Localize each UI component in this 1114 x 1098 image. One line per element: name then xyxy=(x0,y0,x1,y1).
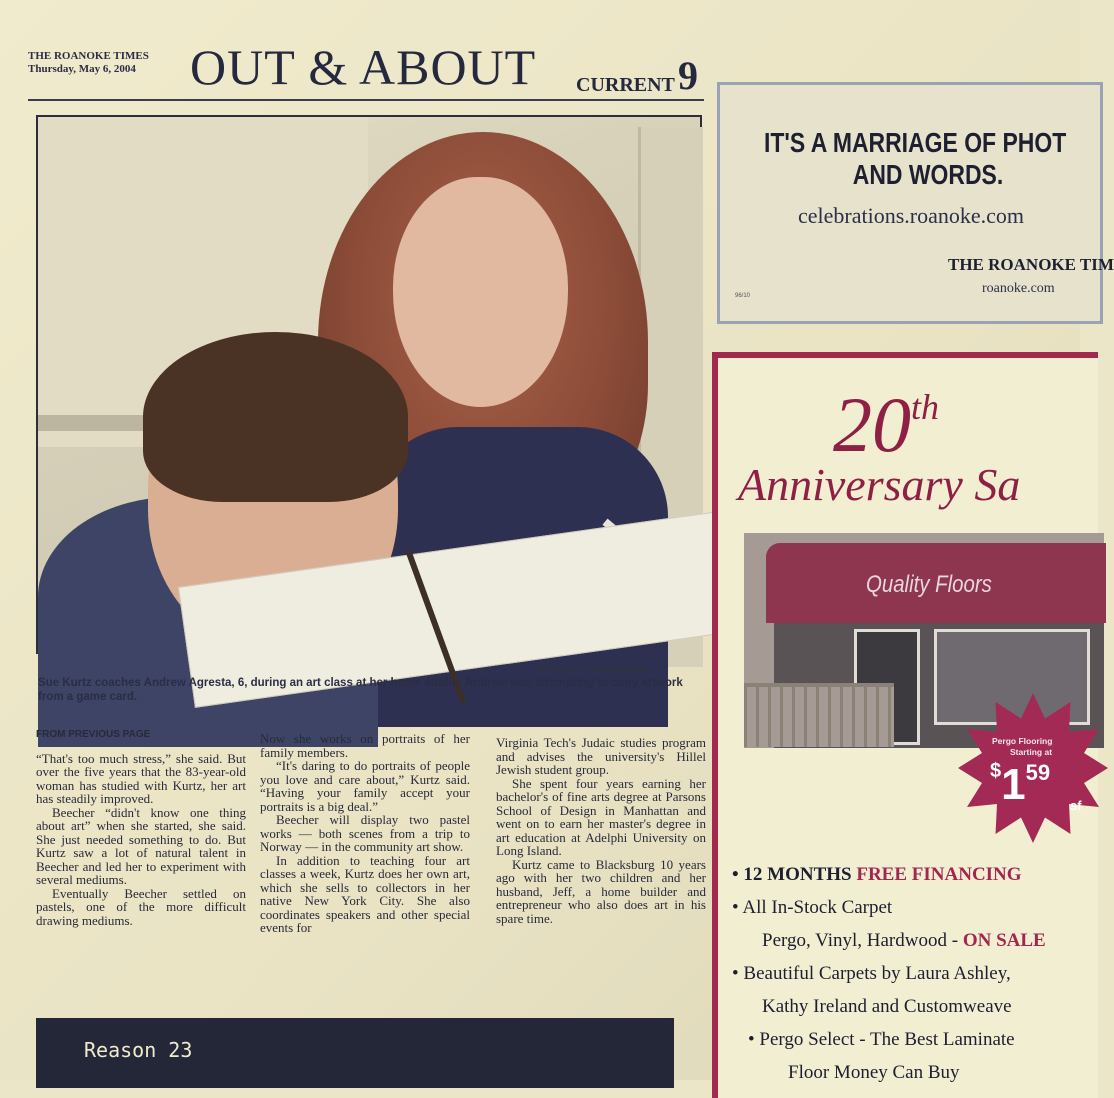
list-item: Kathy Ireland and Customweave xyxy=(762,996,1012,1017)
article-column-2 xyxy=(260,732,470,935)
promo-text: Reason 23 xyxy=(84,1038,193,1062)
ad-feature-list xyxy=(732,858,1112,1089)
ad-headline xyxy=(764,127,1067,191)
ad-headline-line-2: AND WORDS. xyxy=(852,159,1004,190)
article-paragraph: Beecher will display two pastel works — both scenes from a trip to Norway — in the community art show. xyxy=(260,812,470,854)
ad-brand-url: roanoke.com xyxy=(982,281,1055,296)
article-paragraph: She spent four years earning her bachelor's of fine arts degree at Parsons School of Design in Manhattan and went on to earn her master's degree in art education at Adelphi University on Long Island. xyxy=(496,775,706,858)
ad-url: celebrations.roanoke.com xyxy=(798,203,1025,228)
list-item-text: • 12 MONTHS xyxy=(732,864,857,885)
list-item: • Beautiful Carpets by Laura Ashley, xyxy=(732,963,1011,984)
article-paragraph: Eventually Beecher settled on pastels, one of the more difficult drawing mediums. xyxy=(36,885,246,928)
list-item xyxy=(732,858,1112,891)
article-paragraph: Virginia Tech's Judaic studies program and advises the university's Hillel Jewish student group. xyxy=(496,735,706,777)
article-paragraph: “It's daring to do portraits of people you love and care about,” Kurtz said. “Having your family accept your portraits is a big deal.” xyxy=(260,758,470,814)
anniversary-number xyxy=(833,380,939,470)
price-whole: 1 xyxy=(1001,760,1026,809)
burst-line-2: Starting at xyxy=(1010,747,1053,757)
list-item: • Pergo Select - The Best Laminate xyxy=(748,1029,1015,1050)
list-item-highlight: ON SALE xyxy=(962,930,1046,951)
anniversary-script: Anniversary Sa xyxy=(738,459,1021,510)
anniversary-number-suffix: th xyxy=(911,387,940,427)
article-paragraph: In addition to teaching four art classes a week, Kurtz does her own art, which she sells to collectors in her native New York City. She also coordinates speakers and other special events for xyxy=(260,852,470,935)
page-number: 9 xyxy=(678,53,698,98)
section-title: OUT & ABOUT xyxy=(190,39,537,95)
header-rule xyxy=(28,99,704,101)
price-unit: sf xyxy=(1070,798,1082,813)
publication-masthead xyxy=(28,50,149,76)
list-item: • All In-Stock Carpet xyxy=(732,897,893,918)
publication-date: Thursday, May 6, 2004 xyxy=(28,63,136,75)
ad-headline-line-1: IT'S A MARRIAGE OF PHOT xyxy=(764,127,1067,158)
ad-code: 96/10 xyxy=(735,293,751,299)
photo-boy-hair xyxy=(143,332,408,502)
store-sign: Quality Floors xyxy=(866,571,992,598)
photo-caption: Sue Kurtz coaches Andrew Agresta, 6, during an art class at her home studio. Andrew was attempting to copy artwork from a game card. xyxy=(38,677,683,703)
price-cents: 59 xyxy=(1025,760,1051,785)
photo-credit: MATT GENTRY | The Roanoke Times xyxy=(534,667,652,674)
list-item xyxy=(732,924,1112,957)
article-paragraph: Now she works on portraits of her family members. xyxy=(260,731,470,760)
price-dollar: $ xyxy=(990,760,1002,782)
article-column-1 xyxy=(36,728,246,927)
article-paragraph: Beecher “didn't know one thing about art” when she started, she said. She just needed something to do. But Kurtz saw a lot of natural talent in Beecher and led her to experiment with several mediums. xyxy=(36,804,246,887)
photo-woman-face xyxy=(393,177,568,407)
article-paragraph: “That's too much stress,” she said. But over the five years that the 83-year-old woman has studied with Kurtz, her art has steadily improved. xyxy=(36,750,246,806)
burst-line-1: Pergo Flooring xyxy=(992,736,1053,746)
anniversary-number-value: 20 xyxy=(833,381,911,468)
publication-name: THE ROANOKE TIMES xyxy=(28,50,149,62)
burst-price xyxy=(990,760,1050,810)
celebrations-ad xyxy=(717,82,1114,324)
article-photo xyxy=(36,115,702,654)
promo-banner xyxy=(36,1018,674,1088)
article-paragraph: Kurtz came to Blacksburg 10 years ago with her two children and her husband, Jeff, a home builder and entrepreneur who also does art in his spare time. xyxy=(496,856,706,926)
store-awning xyxy=(766,543,1106,623)
supplement-name: CURRENT xyxy=(576,74,675,96)
jump-label: FROM PREVIOUS PAGE xyxy=(36,729,151,740)
article-column-3 xyxy=(496,736,706,925)
list-item: Floor Money Can Buy xyxy=(788,1062,960,1083)
list-item-highlight: FREE FINANCING xyxy=(856,864,1022,885)
list-item-text: Pergo, Vinyl, Hardwood - xyxy=(762,930,963,951)
ad-brand: THE ROANOKE TIM xyxy=(948,255,1114,274)
store-railing xyxy=(744,683,894,747)
flooring-ad xyxy=(712,352,1098,1098)
